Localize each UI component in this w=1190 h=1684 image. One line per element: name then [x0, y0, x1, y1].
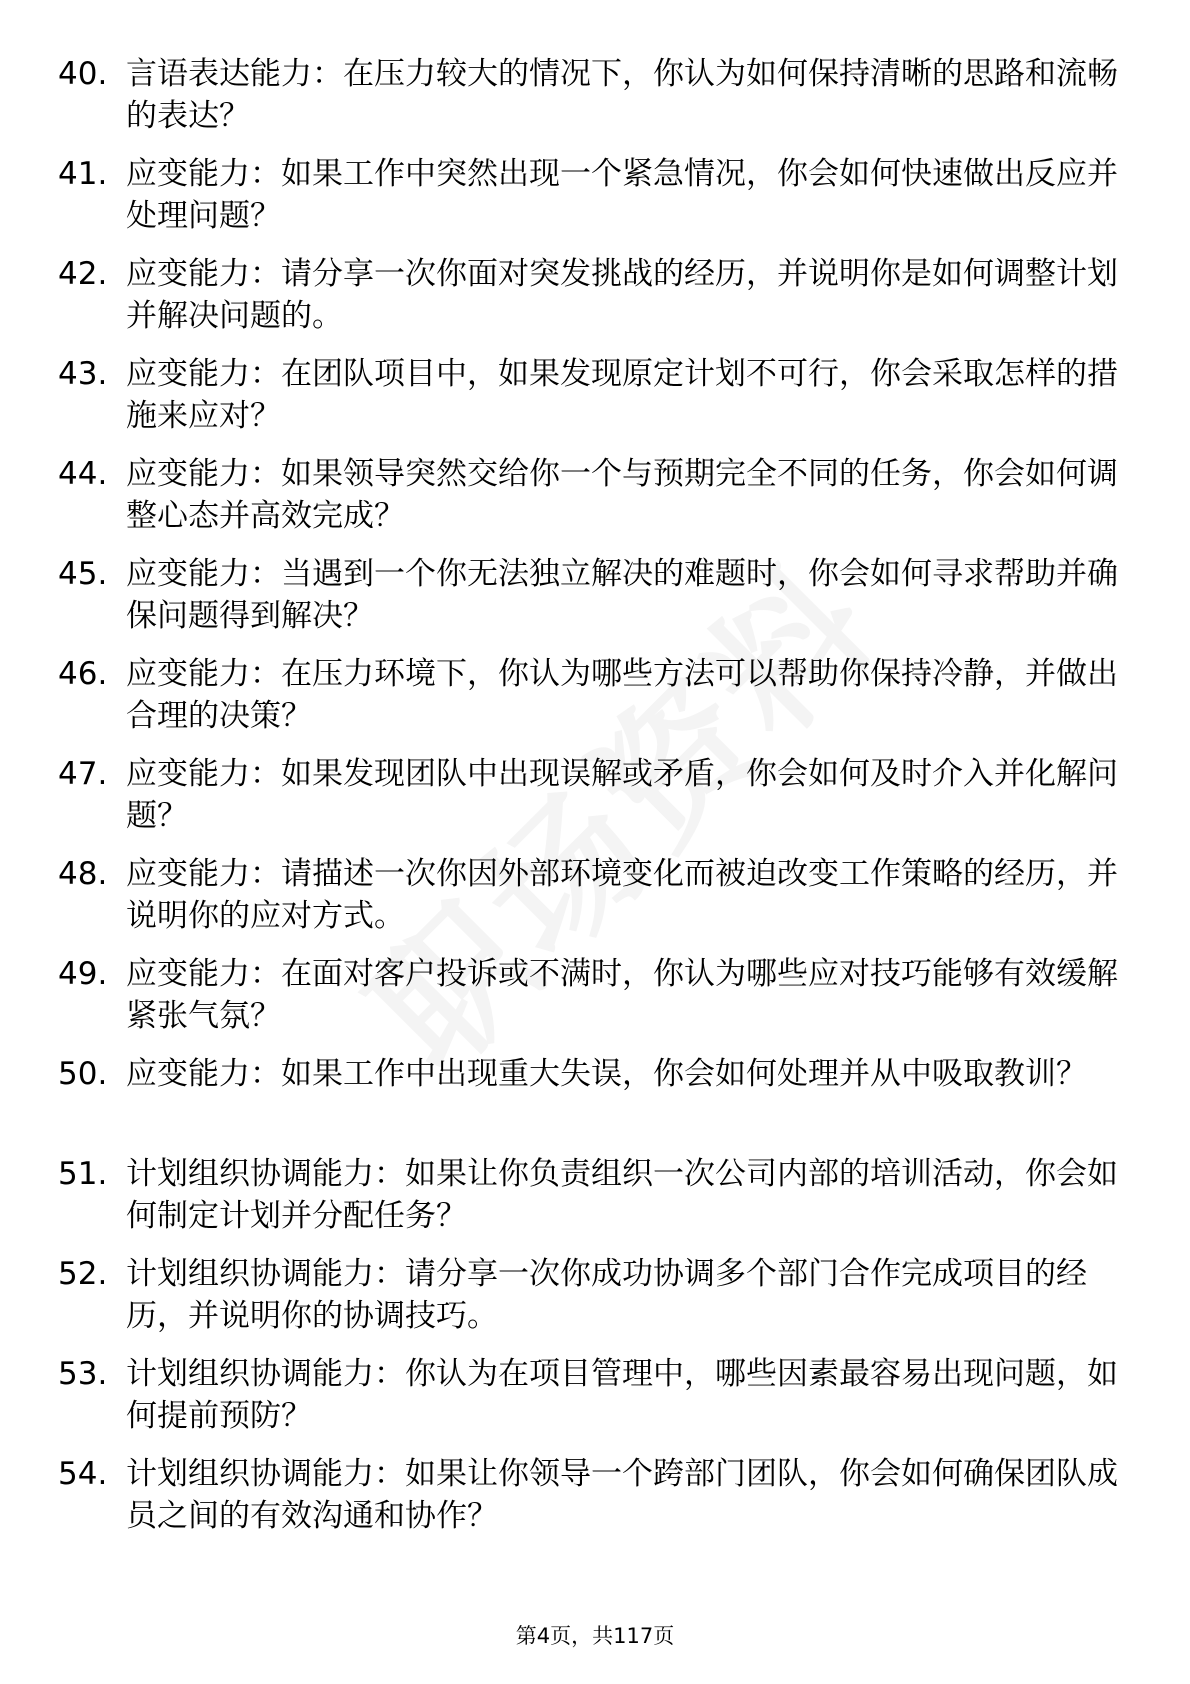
question-number: 41. [58, 156, 108, 192]
page-number-label: 第4页，共117页 [515, 1624, 675, 1648]
question-item-41 [58, 153, 1123, 237]
question-number: 46. [58, 656, 108, 692]
question-text: 应变能力：在团队项目中，如果发现原定计划不可行，你会采取怎样的措施来应对？ [126, 356, 1118, 434]
question-number: 47. [58, 756, 108, 792]
question-item-51 [58, 1153, 1123, 1237]
question-number: 54. [58, 1456, 108, 1492]
question-item-52 [58, 1253, 1123, 1337]
question-text: 计划组织协调能力：如果让你负责组织一次公司内部的培训活动，你会如何制定计划并分配任务？ [126, 1156, 1118, 1234]
question-item-44 [58, 453, 1123, 537]
question-text: 应变能力：请描述一次你因外部环境变化而被迫改变工作策略的经历，并说明你的应对方式。 [126, 856, 1118, 934]
question-number: 52. [58, 1256, 108, 1292]
question-text: 计划组织协调能力：请分享一次你成功协调多个部门合作完成项目的经历，并说明你的协调技巧。 [126, 1256, 1087, 1334]
question-number: 44. [58, 456, 108, 492]
question-item-45 [58, 553, 1123, 637]
question-text: 应变能力：如果领导突然交给你一个与预期完全不同的任务，你会如何调整心态并高效完成？ [126, 456, 1118, 534]
question-item-48 [58, 853, 1123, 937]
question-number: 45. [58, 556, 108, 592]
question-text: 应变能力：如果发现团队中出现误解或矛盾，你会如何及时介入并化解问题？ [126, 756, 1118, 834]
question-item-53 [58, 1353, 1123, 1437]
question-number: 51. [58, 1156, 108, 1192]
question-item-50 [58, 1053, 1123, 1137]
question-item-42 [58, 253, 1123, 337]
question-text: 计划组织协调能力：如果让你领导一个跨部门团队，你会如何确保团队成员之间的有效沟通和协作？ [126, 1456, 1118, 1534]
question-item-40 [58, 53, 1123, 137]
question-text: 计划组织协调能力：你认为在项目管理中，哪些因素最容易出现问题，如何提前预防？ [126, 1356, 1118, 1434]
question-item-54 [58, 1453, 1123, 1537]
question-item-49 [58, 953, 1123, 1037]
question-text: 应变能力：如果工作中出现重大失误，你会如何处理并从中吸取教训？ [126, 1056, 1087, 1092]
question-text: 应变能力：在面对客户投诉或不满时，你认为哪些应对技巧能够有效缓解紧张气氛？ [126, 956, 1118, 1034]
question-list [58, 53, 1123, 1553]
question-text: 应变能力：请分享一次你面对突发挑战的经历，并说明你是如何调整计划并解决问题的。 [126, 256, 1118, 334]
question-number: 40. [58, 56, 108, 92]
question-number: 49. [58, 956, 108, 992]
question-item-46 [58, 653, 1123, 737]
question-text: 应变能力：在压力环境下，你认为哪些方法可以帮助你保持冷静，并做出合理的决策？ [126, 656, 1118, 734]
question-item-47 [58, 753, 1123, 837]
question-item-43 [58, 353, 1123, 437]
question-text: 言语表达能力：在压力较大的情况下，你认为如何保持清晰的思路和流畅的表达？ [126, 56, 1118, 134]
question-number: 42. [58, 256, 108, 292]
page-footer [0, 1622, 1190, 1650]
question-text: 应变能力：当遇到一个你无法独立解决的难题时，你会如何寻求帮助并确保问题得到解决？ [126, 556, 1118, 634]
question-number: 48. [58, 856, 108, 892]
question-number: 53. [58, 1356, 108, 1392]
question-text: 应变能力：如果工作中突然出现一个紧急情况，你会如何快速做出反应并处理问题？ [126, 156, 1118, 234]
question-number: 50. [58, 1056, 108, 1092]
question-number: 43. [58, 356, 108, 392]
